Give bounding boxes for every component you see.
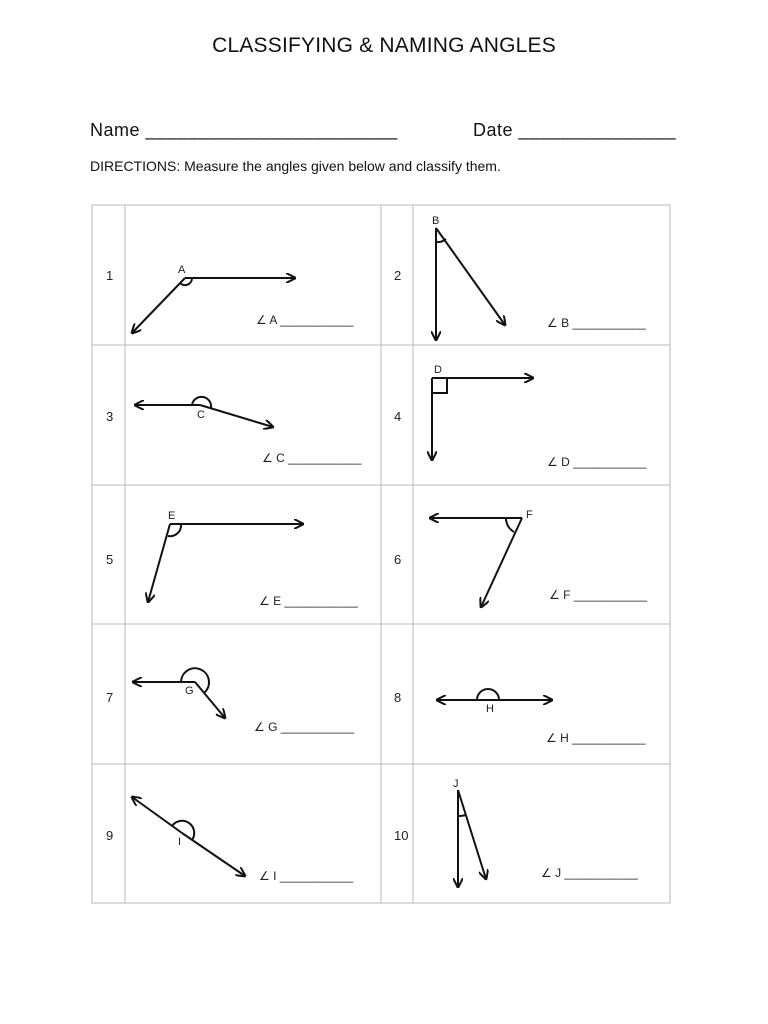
vertex-label-e: E: [168, 510, 176, 522]
vertex-label-d: D: [434, 364, 442, 376]
problem-number-6: 6: [394, 552, 402, 567]
vertex-label-h: H: [486, 703, 494, 715]
vertex-label-j: J: [453, 778, 459, 790]
problem-number-3: 3: [106, 409, 114, 424]
vertex-label-i: I: [178, 836, 182, 848]
vertex-label-a: A: [178, 264, 186, 276]
angle-h-figure: [437, 689, 552, 700]
worksheet-title: CLASSIFYING & NAMING ANGLES: [212, 34, 556, 57]
date-field[interactable]: Date _______________: [473, 120, 677, 140]
problem-number-9: 9: [106, 828, 114, 843]
problem-number-4: 4: [394, 409, 402, 424]
directions-text: DIRECTIONS: Measure the angles given below and classify them.: [90, 158, 501, 174]
problem-number-5: 5: [106, 552, 114, 567]
answer-blank-d[interactable]: ∠ D ___________: [547, 455, 647, 469]
problem-number-8: 8: [394, 690, 402, 705]
angle-j-figure: [458, 790, 486, 887]
name-field[interactable]: Name ________________________: [90, 120, 398, 140]
angle-f-figure: [430, 518, 522, 607]
answer-blank-a[interactable]: ∠ A ___________: [256, 313, 354, 327]
answer-blank-c[interactable]: ∠ C ___________: [262, 451, 362, 465]
answer-blank-f[interactable]: ∠ F ___________: [549, 588, 648, 602]
problem-number-1: 1: [106, 268, 114, 283]
answer-blank-g[interactable]: ∠ G ___________: [254, 720, 355, 734]
answer-blank-e[interactable]: ∠ E ___________: [259, 594, 358, 608]
angle-e-figure: [148, 524, 303, 602]
answer-blank-h[interactable]: ∠ H ___________: [546, 731, 646, 745]
table-grid: [92, 205, 670, 903]
angle-b-figure: [436, 228, 505, 340]
vertex-label-c: C: [197, 409, 205, 421]
answer-blank-b[interactable]: ∠ B ___________: [547, 316, 646, 330]
answer-blank-i[interactable]: ∠ I ___________: [259, 869, 354, 883]
angle-d-figure: [432, 378, 533, 460]
problem-number-10: 10: [394, 828, 409, 843]
vertex-label-g: G: [185, 685, 194, 697]
answer-blank-j[interactable]: ∠ J ___________: [541, 866, 638, 880]
angle-i-figure: [132, 797, 245, 876]
angle-g-figure: [133, 668, 225, 718]
vertex-label-b: B: [432, 215, 440, 227]
problem-number-2: 2: [394, 268, 402, 283]
vertex-label-f: F: [526, 509, 533, 521]
problem-number-7: 7: [106, 690, 114, 705]
